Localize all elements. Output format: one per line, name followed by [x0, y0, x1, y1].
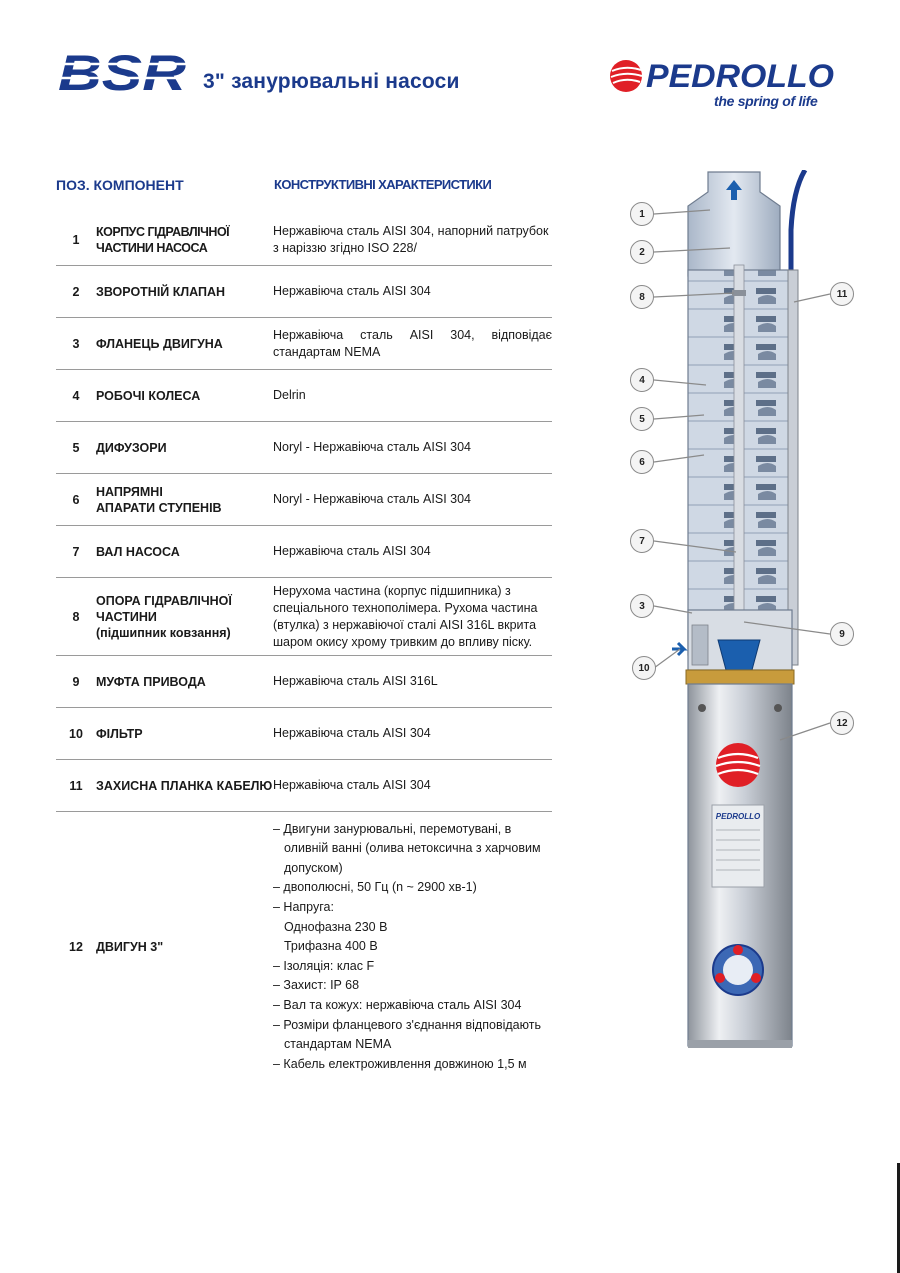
motor-spec-item: – Двигуни занурювальні, перемотувані, в оливній ванні (олива нетоксична з харчовим допуском)	[273, 821, 541, 875]
row-number: 3	[72, 336, 80, 351]
component-description: Нержавіюча сталь AISI 316L	[273, 674, 438, 688]
table-row	[56, 526, 552, 578]
component-name-line2: АПАРАТИ СТУПЕНІВ	[96, 500, 222, 515]
callout-4: 4	[630, 368, 654, 392]
brand-name: PEDROLLO	[646, 58, 835, 94]
row-number: 6	[72, 492, 80, 507]
component-description: Нержавіюча сталь AISI 304, напорний патрубок з наріззю згідно ISO 228/	[273, 223, 549, 255]
motor-spec-item: – двополюсні, 50 Гц (n ~ 2900 хв-1)	[273, 880, 477, 895]
row-number: 10	[69, 726, 83, 741]
component-name	[96, 484, 273, 516]
pump-drawing	[620, 170, 870, 1060]
table-row	[56, 708, 552, 760]
callout-9: 9	[830, 622, 854, 646]
callout-12: 12	[830, 711, 854, 735]
component-description: Noryl - Нержавіюча сталь AISI 304	[273, 492, 471, 506]
row-number: 11	[69, 778, 83, 793]
component-name: ФІЛЬТР	[96, 726, 143, 741]
motor-emblem-icon	[713, 945, 763, 995]
table-row	[56, 578, 552, 656]
component-name-note: (підшипник ковзання)	[96, 625, 231, 640]
component-name: ДИФУЗОРИ	[96, 440, 167, 455]
motor-spec-item: – Вал та кожух: нержавіюча сталь AISI 304	[273, 997, 522, 1012]
callout-5: 5	[630, 407, 654, 431]
callout-7: 7	[630, 529, 654, 553]
table-row	[56, 656, 552, 708]
component-name-main: ОПОРА ГІДРАВЛІЧНОЇ ЧАСТИНИ	[96, 593, 232, 624]
component-description: Нержавіюча сталь AISI 304	[273, 544, 431, 558]
table-row	[56, 214, 552, 266]
component-description: Нерухома частина (корпус підшипника) з спеціального технополімера. Рухома частина (втулка) з нержавіючої сталі AISI 316L вкрита шаром окису хрому тривким до впливу піску.	[273, 583, 538, 649]
component-name: КОРПУС ГІДРАВЛІЧНОЇ ЧАСТИНИ НАСОСА	[96, 224, 230, 255]
component-description: Нержавіюча сталь AISI 304	[273, 726, 431, 740]
component-description: Нержавіюча сталь AISI 304	[273, 778, 431, 792]
component-name: ЗВОРОТНІЙ КЛАПАН	[96, 284, 226, 299]
row-number: 9	[72, 674, 80, 689]
table-row	[56, 266, 552, 318]
table-row	[56, 760, 552, 812]
column-header-features: КОНСТРУКТИВНІ ХАРАКТЕРИСТИКИ	[274, 177, 492, 192]
callout-6: 6	[630, 450, 654, 474]
component-description: Нержавіюча сталь AISI 304, відповідає стандартам NEMA	[273, 327, 552, 359]
motor-spec-item: – Напруга:	[273, 900, 334, 915]
pump-cutaway-diagram	[620, 170, 870, 1060]
motor-spec-item: – Кабель електроживлення довжиною 1,5 м	[273, 1056, 527, 1071]
row-number: 4	[72, 388, 80, 403]
component-name: ЗАХИСНА ПЛАНКА КАБЕЛЮ	[96, 778, 273, 793]
row-number: 2	[72, 284, 80, 299]
callout-11: 11	[830, 282, 854, 306]
motor-spec-item: – Ізоляція: клас F	[273, 958, 375, 973]
table-row-motor	[56, 812, 552, 1082]
component-description: Нержавіюча сталь AISI 304	[273, 284, 431, 298]
callout-2: 2	[630, 240, 654, 264]
page-title: 3" занурювальні насоси	[203, 70, 460, 93]
component-name: РОБОЧІ КОЛЕСА	[96, 388, 201, 403]
table-row	[56, 422, 552, 474]
motor-spec-item: Однофазна 230 В	[284, 919, 388, 934]
row-number: 1	[72, 232, 80, 247]
bsr-logo	[56, 48, 188, 94]
component-name	[96, 593, 273, 641]
component-name-line1: НАПРЯМНІ	[96, 484, 163, 499]
column-header-position-component: ПОЗ. КОМПОНЕНТ	[56, 177, 184, 193]
row-number: 7	[72, 544, 80, 559]
callout-1: 1	[630, 202, 654, 226]
callout-10: 10	[632, 656, 656, 680]
motor-spec-list	[273, 820, 552, 1075]
component-description: Noryl - Нержавіюча сталь AISI 304	[273, 440, 471, 454]
table-row	[56, 318, 552, 370]
svg-text:BSR: BSR	[58, 48, 186, 94]
nameplate-brand: PEDROLLO	[715, 812, 761, 821]
row-number: 12	[69, 940, 83, 954]
components-table	[56, 214, 552, 1082]
pedrollo-swirl-icon	[610, 60, 642, 92]
table-row	[56, 370, 552, 422]
callout-8: 8	[630, 285, 654, 309]
callout-3: 3	[630, 594, 654, 618]
component-name: ФЛАНЕЦЬ ДВИГУНА	[96, 336, 223, 351]
motor-spec-item: – Захист: IP 68	[273, 978, 360, 993]
brand-slogan: the spring of life	[714, 93, 818, 109]
table-row	[56, 474, 552, 526]
row-number: 5	[72, 440, 80, 455]
component-name: ВАЛ НАСОСА	[96, 544, 180, 559]
motor-logo-icon	[716, 743, 760, 787]
component-name: ДВИГУН 3"	[96, 940, 164, 954]
motor-spec-item: – Розміри фланцевого з'єднання відповідають стандартам NEMA	[273, 1017, 541, 1052]
row-number: 8	[72, 609, 80, 624]
motor-spec-item: Трифазна 400 В	[284, 939, 378, 954]
component-name: МУФТА ПРИВОДА	[96, 674, 206, 689]
component-description: Delrin	[273, 388, 306, 402]
